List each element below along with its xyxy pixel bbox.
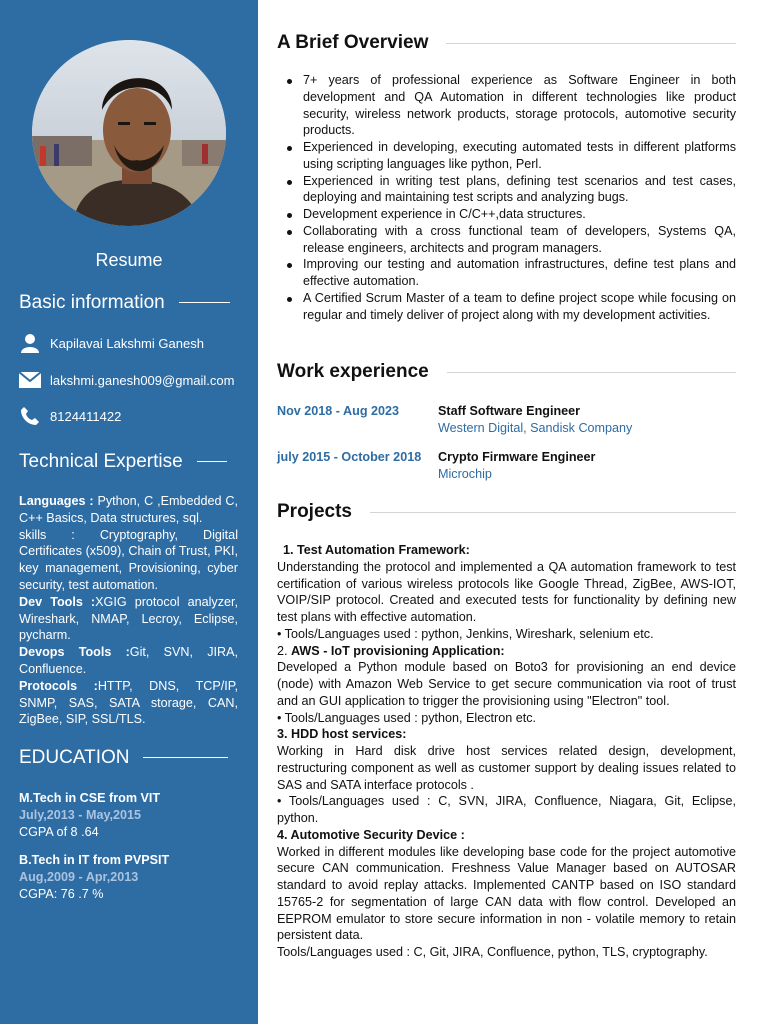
resume-title: Resume <box>95 250 163 270</box>
tech-text: XGIG protocol analyzer, Wireshark, NMAP, Lecroy, Eclipse, pycharm. <box>19 594 238 643</box>
tech-text: HTTP, DNS, TCP/IP, SNMP, SAS, SATA storage, CAN, ZigBee, SIP, SSL/TLS. <box>19 678 238 727</box>
education-item <box>19 852 169 902</box>
contact-phone[interactable] <box>19 406 121 426</box>
phone-text[interactable]: 8124411422 <box>50 408 122 424</box>
education-degree: M.Tech in CSE from VIT <box>19 791 161 805</box>
tech-label: Languages : <box>19 494 94 508</box>
tech-label: Devops Tools : <box>19 645 130 660</box>
tech-label: Dev Tools : <box>19 594 96 609</box>
phone-icon <box>19 406 41 426</box>
projects-list <box>277 542 736 961</box>
project-title: 4. Automotive Security Device : <box>277 827 465 842</box>
overview-item: Experienced in developing, executing automated tests in different platforms using scripting languages like python, Perl. <box>277 139 736 173</box>
tech-devops-tools <box>19 644 238 678</box>
project-description: Working in Hard disk drive host services related design, development, restructuring component as well as customer support by dealing issues related to SAS and SATA interface protocols . <box>277 744 736 792</box>
education-heading <box>19 747 228 769</box>
education-item <box>19 790 160 840</box>
sidebar <box>0 0 258 1024</box>
project-title-text: AWS - IoT provisioning Application: <box>291 643 505 658</box>
project-description: Developed a Python module based on Boto3 for provisioning an end device (node) with Amazon Web Service to get secure communication via root of trust and an GUI application to trigger the provisioning using "Electron" tool. <box>277 660 736 708</box>
heading-rule <box>370 512 736 513</box>
heading-rule <box>447 372 736 373</box>
overview-item: Development experience in C/C++,data structures. <box>277 206 736 223</box>
job-company: Western Digital, Sandisk Company <box>438 420 633 435</box>
work-heading-text: Work experience <box>277 361 429 382</box>
work-heading <box>277 361 736 383</box>
education-score: CGPA: 76 .7 % <box>19 886 104 901</box>
heading-rule <box>179 302 230 303</box>
tech-heading <box>19 451 227 473</box>
mail-icon <box>19 370 41 390</box>
tech-languages <box>19 493 238 527</box>
education-score: CGPA of 8 .64 <box>19 824 99 839</box>
tech-text: skills : Cryptography, Digital Certificates (x509), Chain of Trust, PKI, key management, Provisioning, cyber security, test automation. <box>19 527 238 592</box>
project-tools: • Tools/Languages used : python, Jenkins, Wireshark, selenium etc. <box>277 626 654 641</box>
overview-item: A Certified Scrum Master of a team to define project scope while focusing on regular and timely deliver of project along with my development activities. <box>277 290 736 324</box>
name-text: Kapilavai Lakshmi Ganesh <box>50 335 204 351</box>
project-title: 3. HDD host services: <box>277 727 407 742</box>
project-title: 1. Test Automation Framework: <box>283 543 470 557</box>
overview-item: Improving our testing and automation infrastructures, define test plans and effective automation. <box>277 256 736 290</box>
overview-heading-text: A Brief Overview <box>277 32 429 53</box>
education-degree: B.Tech in IT from PVPSIT <box>19 853 170 867</box>
job-title: Staff Software Engineer <box>438 404 581 418</box>
project-tools: • Tools/Languages used : python, Electron etc. <box>277 710 537 725</box>
job-company: Microchip <box>438 466 492 481</box>
overview-item: 7+ years of professional experience as Software Engineer in both development and QA Automation in different technologies like product security, wireless network products, storage protocols, automotive security products. <box>277 72 736 139</box>
overview-heading <box>277 32 736 54</box>
contact-email[interactable] <box>19 370 234 390</box>
profile-photo <box>32 40 226 226</box>
overview-item: Experienced in writing test plans, defining test scenarios and test cases, deploying and maintaining test scripts and analyzing bugs. <box>277 173 736 207</box>
tech-text: Git, SVN, JIRA, Confluence. <box>19 645 238 676</box>
project-description: Worked in different modules like developing base code for the project automotive secure CAN communication. Freshness Value Manager based on AUTOSAR standard to avoid replay attacks. Implemented CANTP based on ISO standard 15765-2 for segmentation of large CAN data with flow control. Developed an EEPROM emulator to store secure information in non - volatile memory to retain persistent data. <box>277 844 736 943</box>
contact-name <box>19 333 204 353</box>
education-heading-text: EDUCATION <box>19 747 130 768</box>
project-tools: • Tools/Languages used : C, SVN, JIRA, Confluence, Niagara, Git, Eclipse, python. <box>277 794 736 825</box>
projects-heading <box>277 501 736 523</box>
tech-label: Protocols : <box>19 678 98 693</box>
tech-heading-text: Technical Expertise <box>19 451 183 472</box>
tech-text: Python, C ,Embedded C, C++ Basics, Data structures, sql. <box>19 494 238 525</box>
user-icon <box>19 333 41 353</box>
job-title: Crypto Firmware Engineer <box>438 450 596 464</box>
tech-dev-tools <box>19 594 238 644</box>
email-text[interactable]: lakshmi.ganesh009@gmail.com <box>50 372 235 388</box>
overview-item: Collaborating with a cross functional team of developers, Systems QA, release engineers, architects and program managers. <box>277 223 736 257</box>
job-period: july 2015 - October 2018 <box>277 450 422 464</box>
heading-rule <box>197 461 227 462</box>
basic-info-heading-text: Basic information <box>19 292 165 313</box>
heading-rule <box>446 43 736 44</box>
project-tools: Tools/Languages used : C, Git, JIRA, Confluence, python, TLS, cryptography. <box>277 945 708 959</box>
tech-skills <box>19 527 238 594</box>
heading-rule <box>143 757 228 758</box>
education-dates: July,2013 - May,2015 <box>19 807 142 822</box>
tech-expertise <box>19 493 238 728</box>
projects-heading-text: Projects <box>277 501 352 522</box>
project-description: Understanding the protocol and implemented a QA automation framework to test certification of various wireless protocols like Google Thread, ZigBee, AWS-IOT, VOIP/SIP protocol. Created and executed tests for functionality by defining new test plans with effective automation. <box>277 559 736 624</box>
overview-list <box>277 72 736 323</box>
job-period: Nov 2018 - Aug 2023 <box>277 404 400 418</box>
basic-info-heading <box>19 292 230 314</box>
project-title <box>277 643 736 660</box>
project-number: 2. <box>277 643 292 658</box>
education-dates: Aug,2009 - Apr,2013 <box>19 869 139 884</box>
tech-protocols <box>19 678 238 728</box>
